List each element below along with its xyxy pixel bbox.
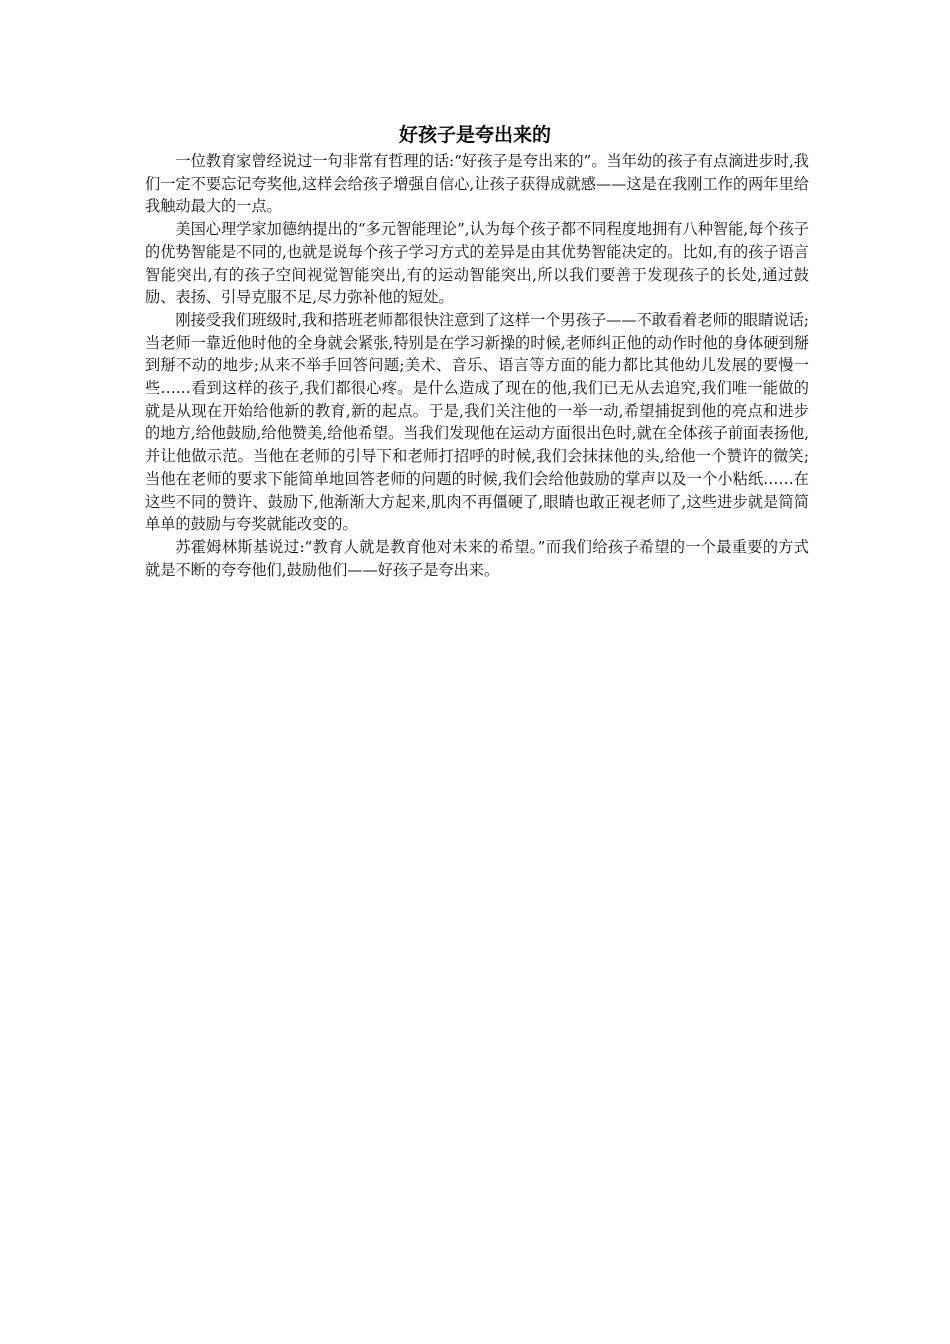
document-body (145, 150, 809, 581)
paragraph-3: 刚接受我们班级时,我和搭班老师都很快注意到了这样一个男孩子——不敢看着老师的眼睛说话;当老师一靠近他时他的全身就会紧张,特别是在学习新操的时候,老师纠正他的动作时他的身体硬到掰到掰不动的地步;从来不举手回答问题;美术、音乐、语言等方面的能力都比其他幼儿发展的要慢一些……看到这样的孩子,我们都很心疼。是什么造成了现在的他,我们已无从去追究,我们唯一能做的就是从现在开始给他新的教育,新的起点。于是,我们关注他的一举一动,希望捕捉到他的亮点和进步的地方,给他鼓励,给他赞美,给他希望。当我们发现他在运动方面很出色时,就在全体孩子前面表扬他,并让他做示范。当他在老师的引导下和老师打招呼的时候,我们会抹抹他的头,给他一个赞许的微笑;当他在老师的要求下能简单地回答老师的问题的时候,我们会给他鼓励的掌声以及一个小粘纸……在这些不同的赞许、鼓励下,他渐渐大方起来,肌肉不再僵硬了,眼睛也敢正视老师了,这些进步就是简简单单的鼓励与夸奖就能改变的。 (145, 310, 809, 534)
paragraph-1: 一位教育家曾经说过一句非常有哲理的话:“好孩子是夸出来的”。当年幼的孩子有点滴进步时,我们一定不要忘记夸奖他,这样会给孩子增强自信心,让孩子获得成就感——这是在我刚工作的两年里给我触动最大的一点。 (145, 152, 809, 216)
document-title: 好孩子是夸出来的 (398, 124, 551, 146)
paragraph-4: 苏霍姆林斯基说过:“教育人就是教育他对未来的希望。”而我们给孩子希望的一个最重要的方式就是不断的夸夸他们,鼓励他们——好孩子是夸出来。 (145, 537, 809, 579)
paragraph-2: 美国心理学家加德纳提出的“多元智能理论”,认为每个孩子都不同程度地拥有八种智能,每个孩子的优势智能是不同的,也就是说每个孩子学习方式的差异是由其优势智能决定的。比如,有的孩子语言智能突出,有的孩子空间视觉智能突出,有的运动智能突出,所以我们要善于发现孩子的长处,通过鼓励、表扬、引导克服不足,尽力弥补他的短处。 (145, 220, 809, 307)
